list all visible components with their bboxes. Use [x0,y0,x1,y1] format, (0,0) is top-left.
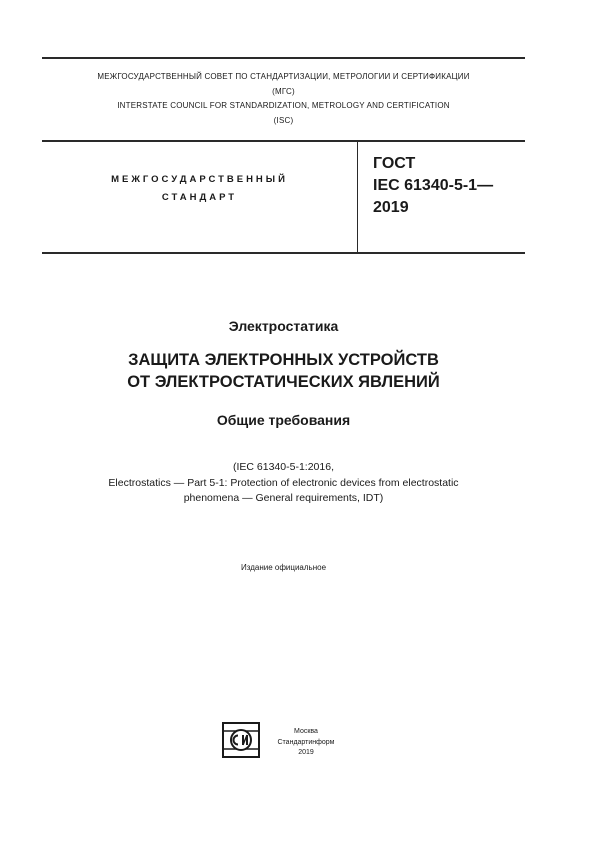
standard-type-line1: МЕЖГОСУДАРСТВЕННЫЙ [111,174,288,185]
publisher-name: Стандартинформ [277,738,335,746]
main-title-line2: ОТ ЭЛЕКТРОСТАТИЧЕСКИХ ЯВЛЕНИЙ [127,373,440,391]
standartinform-logo-icon [222,722,260,758]
publisher-year: 2019 [298,749,314,756]
main-title-line1: ЗАЩИТА ЭЛЕКТРОННЫХ УСТРОЙСТВ [128,351,439,369]
publisher [266,727,346,759]
publisher-city: Москва [294,728,318,735]
subject-title: Электростатика [228,318,339,334]
standard-rule [42,252,525,254]
top-rule [42,57,525,59]
standard-type-line2: СТАНДАРТ [161,192,238,203]
council-abbr-ru: (МГС) [272,86,295,96]
part-title: Общие требования [216,412,351,428]
council-header [42,70,525,128]
standard-type [42,171,357,207]
iec-reference-line1: (IEC 61340-5-1:2016, [233,461,334,473]
council-rule [42,140,525,142]
gost-number: IEC 61340-5-1— [373,177,494,194]
edition-note: Издание официальное [240,563,327,572]
main-title [42,349,525,393]
council-name-ru: МЕЖГОСУДАРСТВЕННЫЙ СОВЕТ ПО СТАНДАРТИЗАЦИИ, МЕТРОЛОГИИ И СЕРТИФИКАЦИИ [97,72,470,81]
council-name-en: INTERSTATE COUNCIL FOR STANDARDIZATION, METROLOGY AND CERTIFICATION [117,101,450,110]
gost-designation [373,153,493,219]
council-abbr-en: (ISC) [273,115,294,125]
iec-reference-line3: phenomena — General requirements, IDT) [183,492,384,504]
iec-reference-line2: Electrostatics — Part 5-1: Protection of electronic devices from electrostatic [108,476,459,489]
iec-reference [42,460,525,507]
gost-year: 2019 [373,199,409,216]
gost-label: ГОСТ [373,155,416,172]
vertical-divider [357,140,358,252]
